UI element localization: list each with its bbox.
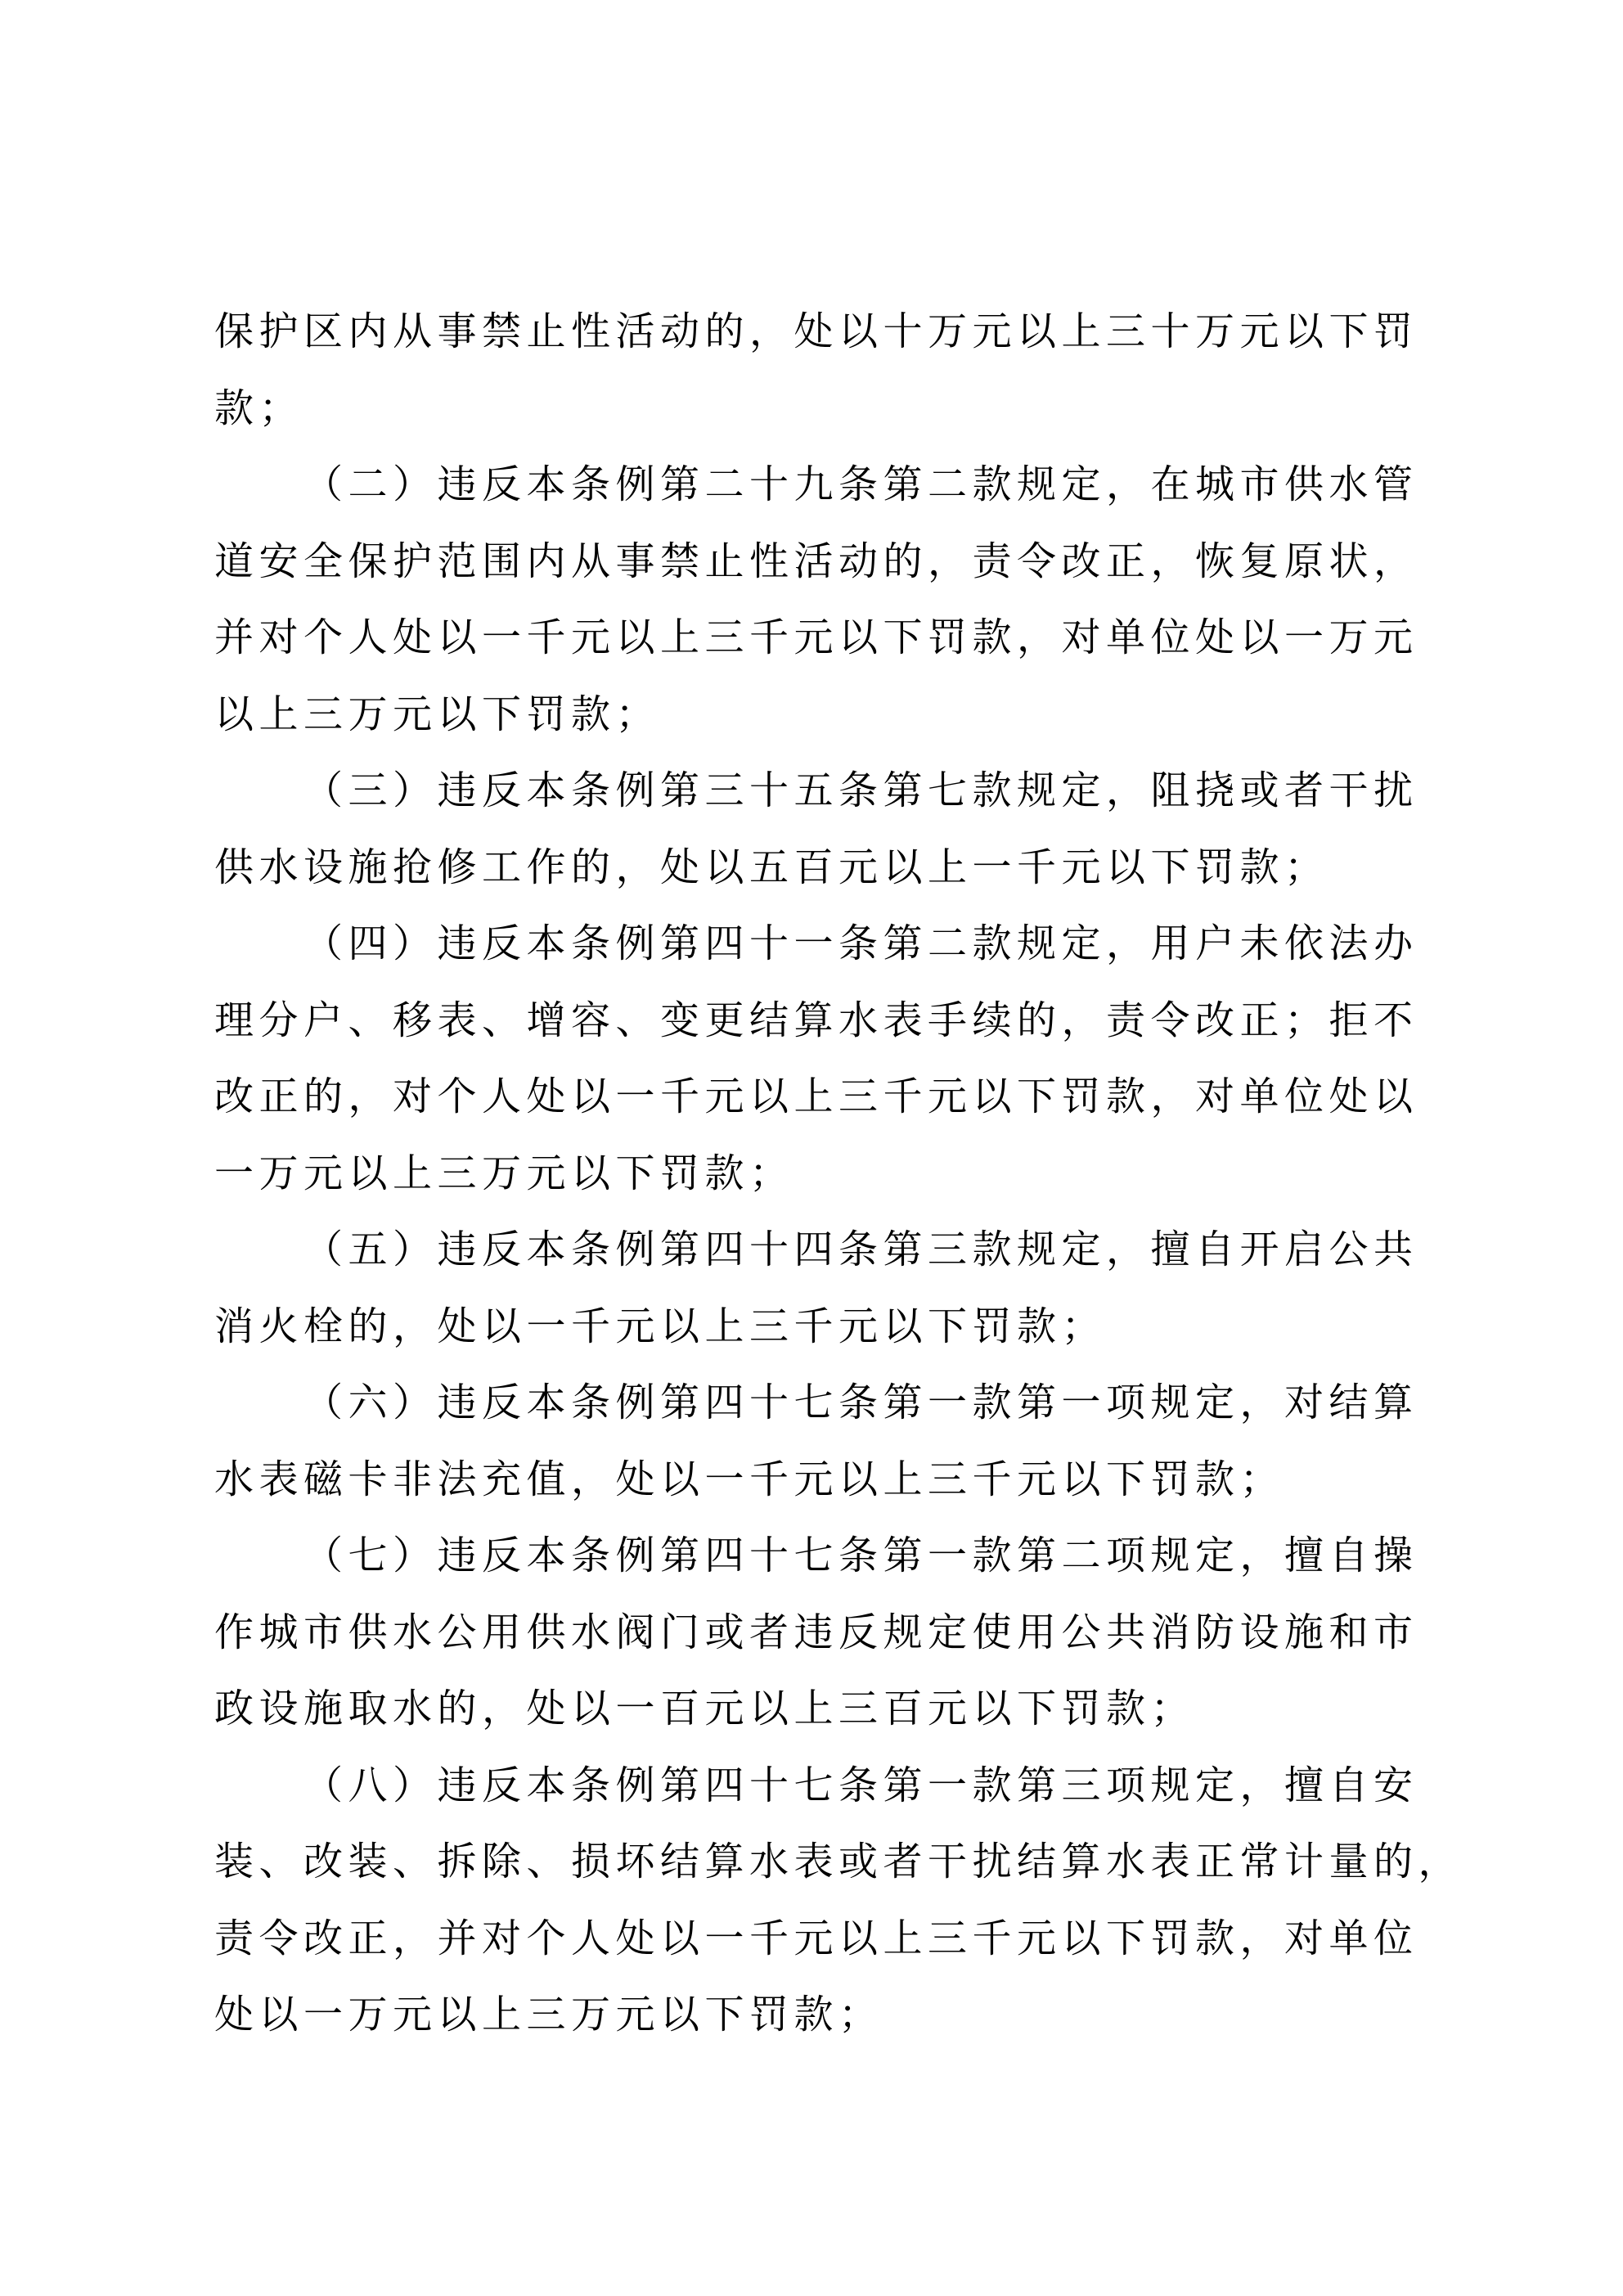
text-line: 理分户、移表、增容、变更结算水表手续的，责令改正；拒不 xyxy=(214,998,1418,1042)
text-line: 以上三万元以下罚款； xyxy=(214,692,661,736)
text-line: 道安全保护范围内从事禁止性活动的，责令改正，恢复原状， xyxy=(214,539,1418,583)
text-line: （六）违反本条例第四十七条第一款第一项规定，对结算 xyxy=(303,1381,1418,1425)
text-line: （四）违反本条例第四十一条第二款规定，用户未依法办 xyxy=(303,922,1418,966)
text-line: 作城市供水公用供水阀门或者违反规定使用公共消防设施和市 xyxy=(214,1610,1418,1654)
text-line: 保护区内从事禁止性活动的，处以十万元以上三十万元以下罚 xyxy=(214,310,1418,353)
text-line: 处以一万元以上三万元以下罚款； xyxy=(214,1993,883,2037)
text-line: 款； xyxy=(214,386,304,430)
document-body xyxy=(214,294,1463,2054)
text-line: （五）违反本条例第四十四条第三款规定，擅自开启公共 xyxy=(303,1228,1418,1272)
text-line: （二）违反本条例第二十九条第二款规定，在城市供水管 xyxy=(303,463,1418,506)
text-line: 水表磁卡非法充值，处以一千元以上三千元以下罚款； xyxy=(214,1457,1285,1501)
text-line: 装、改装、拆除、损坏结算水表或者干扰结算水表正常计量的， xyxy=(214,1840,1463,1884)
text-line: 消火栓的，处以一千元以上三千元以下罚款； xyxy=(214,1304,1107,1348)
text-line: （三）违反本条例第三十五条第七款规定，阻挠或者干扰 xyxy=(303,769,1418,813)
text-line: 改正的，对个人处以一千元以上三千元以下罚款，对单位处以 xyxy=(214,1075,1418,1119)
text-line: 责令改正，并对个人处以一千元以上三千元以下罚款，对单位 xyxy=(214,1916,1418,1961)
text-line: （七）违反本条例第四十七条第一款第二项规定，擅自操 xyxy=(303,1534,1418,1578)
text-line: 并对个人处以一千元以上三千元以下罚款，对单位处以一万元 xyxy=(214,616,1418,660)
text-line: 供水设施抢修工作的，处以五百元以上一千元以下罚款； xyxy=(214,845,1329,889)
text-line: 政设施取水的，处以一百元以上三百元以下罚款； xyxy=(214,1687,1196,1731)
text-line: （八）违反本条例第四十七条第一款第三项规定，擅自安 xyxy=(303,1763,1418,1808)
text-line: 一万元以上三万元以下罚款； xyxy=(214,1151,794,1195)
